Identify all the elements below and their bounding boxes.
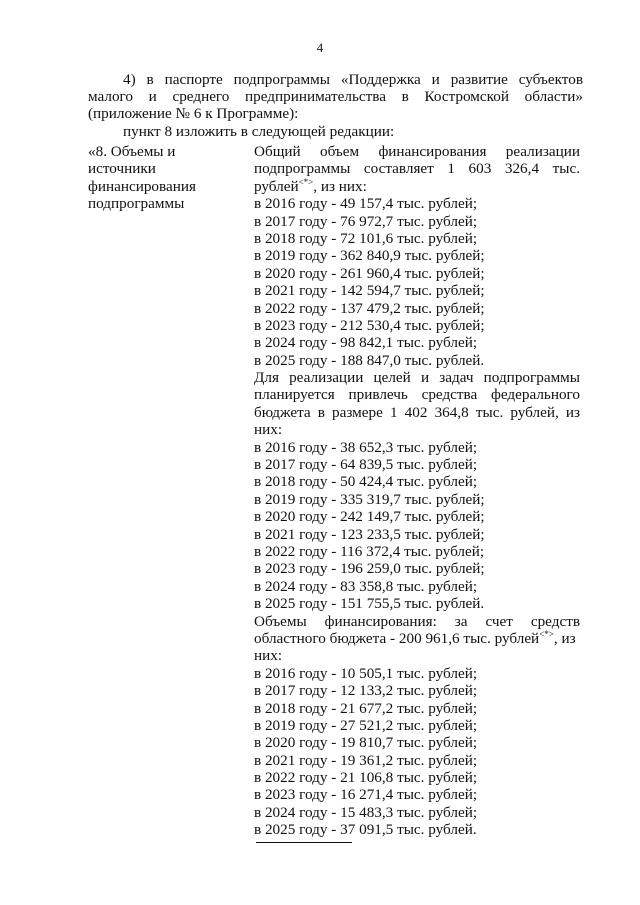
total-financing-line: подпрограммы составляет 1 603 326,4 тыс. [254,160,580,178]
year-amount: в 2019 году - 335 319,7 тыс. рублей; [254,490,485,508]
text-fragment: , из [553,629,576,647]
text-fragment: , из них: [313,177,367,195]
footnote-marker: <*> [539,628,554,639]
intro-line-1: 4) в паспорте подпрограммы «Поддержка и развитие субъектов [123,71,583,88]
section-label-line: финансирования [88,177,196,195]
year-amount: в 2021 году - 123 233,5 тыс. рублей; [254,525,485,543]
year-amount: в 2023 году - 196 259,0 тыс. рублей; [254,560,485,578]
year-amount: в 2022 году - 137 479,2 тыс. рублей; [254,299,485,317]
year-amount: в 2020 году - 19 810,7 тыс. рублей; [254,734,478,752]
year-amount: в 2024 году - 98 842,1 тыс. рублей; [254,334,478,352]
financing-text [254,143,580,839]
year-amount: в 2017 году - 12 133,2 тыс. рублей; [254,682,478,700]
year-amount: в 2024 году - 83 358,8 тыс. рублей; [254,577,478,595]
total-financing-line [254,178,580,195]
section-label-line: источники [88,160,156,178]
section-label [88,143,196,213]
text-fragment [254,630,576,647]
year-amount: в 2025 году - 188 847,0 тыс. рублей. [254,351,485,369]
federal-budget-line: них: [254,421,283,439]
year-amount: в 2024 году - 15 483,3 тыс. рублей; [254,803,478,821]
intro-line-2: малого и среднего предпринимательства в Костромской области» [88,88,583,105]
federal-budget-line: планируется привлечь средства федерального [254,386,580,404]
intro-line-4: пункт 8 изложить в следующей редакции: [123,123,395,140]
intro-line-3: (приложение № 6 к Программе): [88,105,299,122]
regional-budget-line: них: [254,647,283,665]
year-amount: в 2020 году - 261 960,4 тыс. рублей; [254,264,485,282]
section-label-line: подпрограммы [88,195,185,213]
year-amount: в 2020 году - 242 149,7 тыс. рублей; [254,508,485,526]
year-amount: в 2019 году - 362 840,9 тыс. рублей; [254,247,485,265]
year-amount: в 2017 году - 64 839,5 тыс. рублей; [254,456,478,474]
section-label-line: «8. Объемы и [88,143,176,160]
year-amount: в 2016 году - 38 652,3 тыс. рублей; [254,438,478,456]
page-number: 4 [316,40,324,55]
year-amount: в 2023 году - 212 530,4 тыс. рублей; [254,316,485,334]
year-amount: в 2017 году - 76 972,7 тыс. рублей; [254,212,478,230]
total-financing-line: Общий объем финансирования реализации [254,143,580,160]
footnote-separator [256,842,352,843]
regional-budget-line: Объемы финансирования: за счет средств [254,612,580,630]
year-amount: в 2025 году - 37 091,5 тыс. рублей. [254,821,477,839]
year-amount: в 2025 году - 151 755,5 тыс. рублей. [254,595,485,613]
footnote-marker: <*> [298,176,314,187]
federal-budget-line: бюджета в размере 1 402 364,8 тыс. рублей, из [254,403,580,421]
year-amount: в 2021 году - 19 361,2 тыс. рублей; [254,751,478,769]
text-fragment: областного бюджета - 200 961,6 тыс. рублей [254,629,540,647]
year-amount: в 2022 году - 21 106,8 тыс. рублей; [254,769,478,787]
year-amount: в 2018 году - 21 677,2 тыс. рублей; [254,699,478,717]
year-amount: в 2023 году - 16 271,4 тыс. рублей; [254,786,478,804]
year-amount: в 2022 году - 116 372,4 тыс. рублей; [254,542,485,560]
federal-budget-line: Для реализации целей и задач подпрограммы [254,369,580,387]
year-amount: в 2016 году - 49 157,4 тыс. рублей; [254,195,478,213]
year-amount: в 2018 году - 72 101,6 тыс. рублей; [254,229,478,247]
regional-budget-line [254,630,580,647]
text-fragment: рублей [254,177,299,195]
year-amount: в 2016 году - 10 505,1 тыс. рублей; [254,664,478,682]
year-amount: в 2021 году - 142 594,7 тыс. рублей; [254,282,485,300]
year-amount: в 2018 году - 50 424,4 тыс. рублей; [254,473,478,491]
year-amount: в 2019 году - 27 521,2 тыс. рублей; [254,716,478,734]
